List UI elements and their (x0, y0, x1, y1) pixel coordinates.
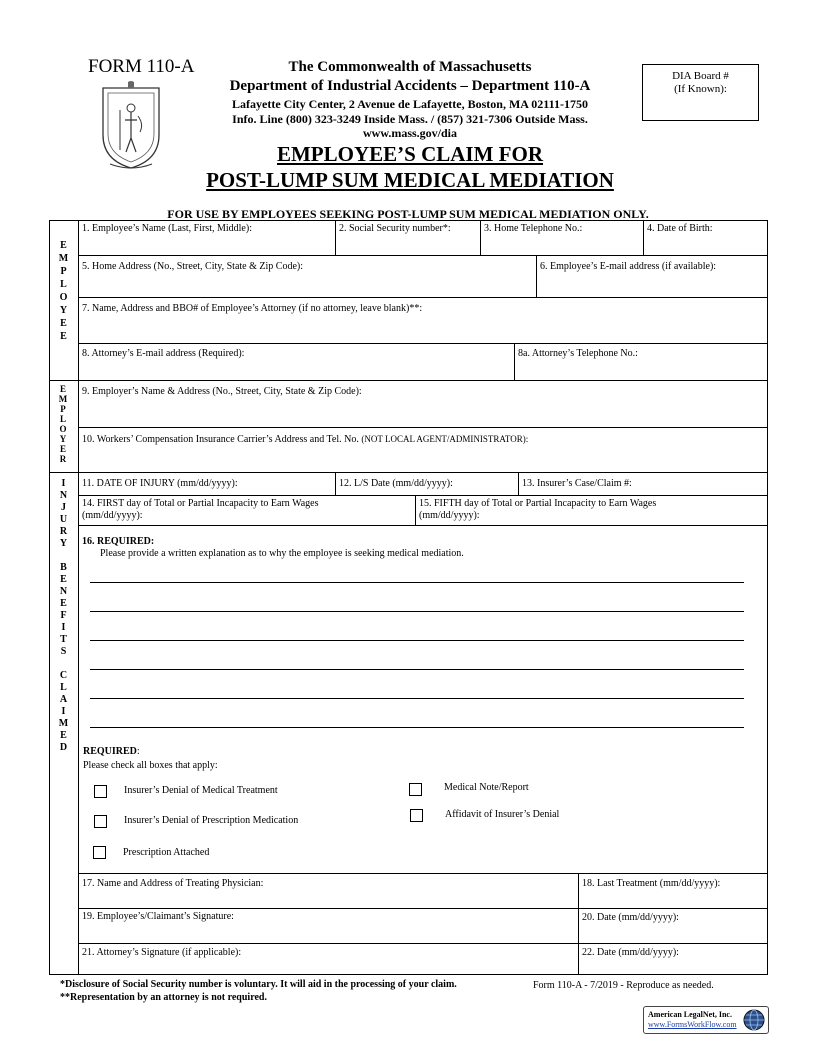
field-ssn[interactable] (335, 220, 481, 256)
attorney-telephone-label: 8a. Attorney’s Telephone No.: (518, 348, 638, 359)
state-seal-icon (98, 80, 164, 170)
checkbox-prescription-attached-label: Prescription Attached (123, 847, 210, 858)
explanation-line-5[interactable] (90, 698, 744, 699)
fifth-day-incapacity-label: 15. FIFTH day of Total or Partial Incapacity to Earn Wages (419, 498, 657, 509)
field-attorney-signature[interactable] (78, 943, 579, 975)
field-employee-signature[interactable] (78, 908, 579, 944)
field-insurer-case-claim[interactable] (518, 472, 768, 496)
checkbox-medical-note-report[interactable] (409, 783, 422, 796)
header-address: Lafayette City Center, 2 Avenue de Lafayette, Boston, MA 02111-1750 (232, 97, 588, 111)
form-title-line1: EMPLOYEE’S CLAIM FOR (276, 142, 543, 166)
side-label-employee (54, 240, 72, 360)
check-all-instruction: Please check all boxes that apply: (83, 760, 218, 771)
home-address-label: 5. Home Address (No., Street, City, State & Zip Code): (82, 261, 303, 272)
attorney-signature-date-label: 22. Date (mm/dd/yyyy): (582, 947, 679, 958)
section-16-description: Please provide a written explanation as to why the employee is seeking medical mediation. (100, 548, 464, 559)
explanation-line-6[interactable] (90, 727, 744, 728)
dia-board-label: DIA Board # (672, 70, 729, 82)
legalnet-url[interactable]: www.FormsWorkFlow.com (648, 1020, 737, 1029)
ls-date-label: 12. L/S Date (mm/dd/yyyy): (339, 478, 453, 489)
required-colon: : (136, 746, 140, 757)
side-label-injury-text: INJURY BENEFITS CLAIMED (58, 478, 69, 754)
side-label-employer (54, 384, 72, 470)
form-code: FORM 110-A (88, 56, 195, 77)
field-date-of-injury[interactable] (78, 472, 336, 496)
field-insurance-carrier[interactable] (78, 427, 768, 473)
checkbox-denial-medical-treatment[interactable] (94, 785, 107, 798)
employee-signature-label: 19. Employee’s/Claimant’s Signature: (82, 911, 234, 922)
fifth-day-incapacity-format: (mm/dd/yyyy): (419, 510, 480, 521)
field-last-treatment[interactable] (578, 873, 768, 909)
field-employee-name[interactable] (78, 220, 336, 256)
field-treating-physician[interactable] (78, 873, 579, 909)
checkbox-affidavit-insurer-denial-label: Affidavit of Insurer’s Denial (445, 809, 560, 820)
side-label-injury (54, 478, 72, 778)
field-home-address[interactable] (78, 255, 537, 298)
checkbox-medical-note-report-label: Medical Note/Report (444, 782, 529, 793)
field-ls-date[interactable] (335, 472, 519, 496)
field-home-telephone[interactable] (480, 220, 644, 256)
first-day-incapacity-format: (mm/dd/yyyy): (82, 510, 143, 521)
field-employee-email[interactable] (536, 255, 768, 298)
employee-name-label: 1. Employee’s Name (Last, First, Middle): (82, 223, 252, 234)
checkbox-prescription-attached[interactable] (93, 846, 106, 859)
explanation-line-2[interactable] (90, 611, 744, 612)
header-info-line: Info. Line (800) 323-3249 Inside Mass. / (857) 321-7306 Outside Mass. (232, 112, 588, 126)
insurer-case-claim-label: 13. Insurer’s Case/Claim #: (522, 478, 632, 489)
field-employee-attorney[interactable] (78, 297, 768, 344)
explanation-line-4[interactable] (90, 669, 744, 670)
field-fifth-day-incapacity[interactable] (415, 495, 768, 526)
date-of-birth-label: 4. Date of Birth: (647, 223, 713, 234)
checkbox-denial-prescription-medication[interactable] (94, 815, 107, 828)
explanation-line-1[interactable] (90, 582, 744, 583)
footnote-ssn: *Disclosure of Social Security number is voluntary. It will aid in the processing of your claim. (60, 979, 457, 990)
field-employer-name-address[interactable] (78, 380, 768, 428)
explanation-line-3[interactable] (90, 640, 744, 641)
first-day-incapacity-label: 14. FIRST day of Total or Partial Incapacity to Earn Wages (82, 498, 319, 509)
side-divider-employer (49, 472, 79, 473)
checkbox-denial-medical-treatment-label: Insurer’s Denial of Medical Treatment (124, 785, 278, 796)
attorney-signature-label: 21. Attorney’s Signature (if applicable): (82, 947, 242, 958)
treating-physician-label: 17. Name and Address of Treating Physician: (82, 878, 264, 889)
form-revision: Form 110-A - 7/2019 - Reproduce as needed. (533, 980, 714, 991)
employee-attorney-label: 7. Name, Address and BBO# of Employee’s Attorney (if no attorney, leave blank)**: (82, 303, 423, 314)
field-signature-date[interactable] (578, 908, 768, 944)
header-commonwealth: The Commonwealth of Massachusetts (288, 59, 532, 75)
globe-icon (743, 1009, 765, 1031)
section-16-heading: 16. REQUIRED: (82, 536, 155, 547)
side-label-employer-text: EMPLOYER (58, 384, 68, 464)
dia-board-known: (If Known): (674, 83, 727, 95)
checkbox-affidavit-insurer-denial[interactable] (410, 809, 423, 822)
header-department: Department of Industrial Accidents – Department 110-A (229, 78, 591, 94)
side-divider-employee (49, 380, 79, 381)
insurance-carrier-note: (NOT LOCAL AGENT/ADMINISTRATOR): (361, 434, 529, 444)
last-treatment-label: 18. Last Treatment (mm/dd/yyyy): (582, 878, 721, 889)
attorney-email-label: 8. Attorney’s E-mail address (Required): (82, 348, 245, 359)
home-telephone-label: 3. Home Telephone No.: (484, 223, 583, 234)
date-of-injury-label: 11. DATE OF INJURY (mm/dd/yyyy): (82, 478, 238, 489)
form-subtitle: FOR USE BY EMPLOYEES SEEKING POST-LUMP SUM MEDICAL MEDIATION ONLY. (167, 207, 649, 221)
header-website: www.mass.gov/dia (362, 126, 457, 140)
footnote-attorney: **Representation by an attorney is not required. (60, 992, 267, 1003)
signature-date-label: 20. Date (mm/dd/yyyy): (582, 912, 679, 923)
required-label: REQUIRED (83, 746, 137, 757)
ssn-label: 2. Social Security number*: (339, 223, 451, 234)
field-attorney-email[interactable] (78, 343, 515, 381)
form-title-line2: POST-LUMP SUM MEDICAL MEDIATION (206, 168, 614, 192)
checkbox-denial-prescription-medication-label: Insurer’s Denial of Prescription Medication (124, 815, 299, 826)
legalnet-logo[interactable] (643, 1006, 769, 1034)
field-attorney-signature-date[interactable] (578, 943, 768, 975)
field-first-day-incapacity[interactable] (78, 495, 416, 526)
employer-name-address-label: 9. Employer’s Name & Address (No., Street, City, State & Zip Code): (82, 386, 362, 397)
required-checkboxes-heading (83, 746, 140, 757)
insurance-carrier-label: 10. Workers’ Compensation Insurance Carrier’s Address and Tel. No. (82, 434, 359, 445)
legalnet-name: American LegalNet, Inc. (648, 1010, 732, 1019)
employee-email-label: 6. Employee’s E-mail address (if available): (540, 261, 717, 272)
dia-board-box[interactable] (642, 64, 759, 121)
field-attorney-telephone[interactable] (514, 343, 768, 381)
field-date-of-birth[interactable] (643, 220, 768, 256)
side-label-employee-text: EMPLOYEE (58, 240, 69, 344)
